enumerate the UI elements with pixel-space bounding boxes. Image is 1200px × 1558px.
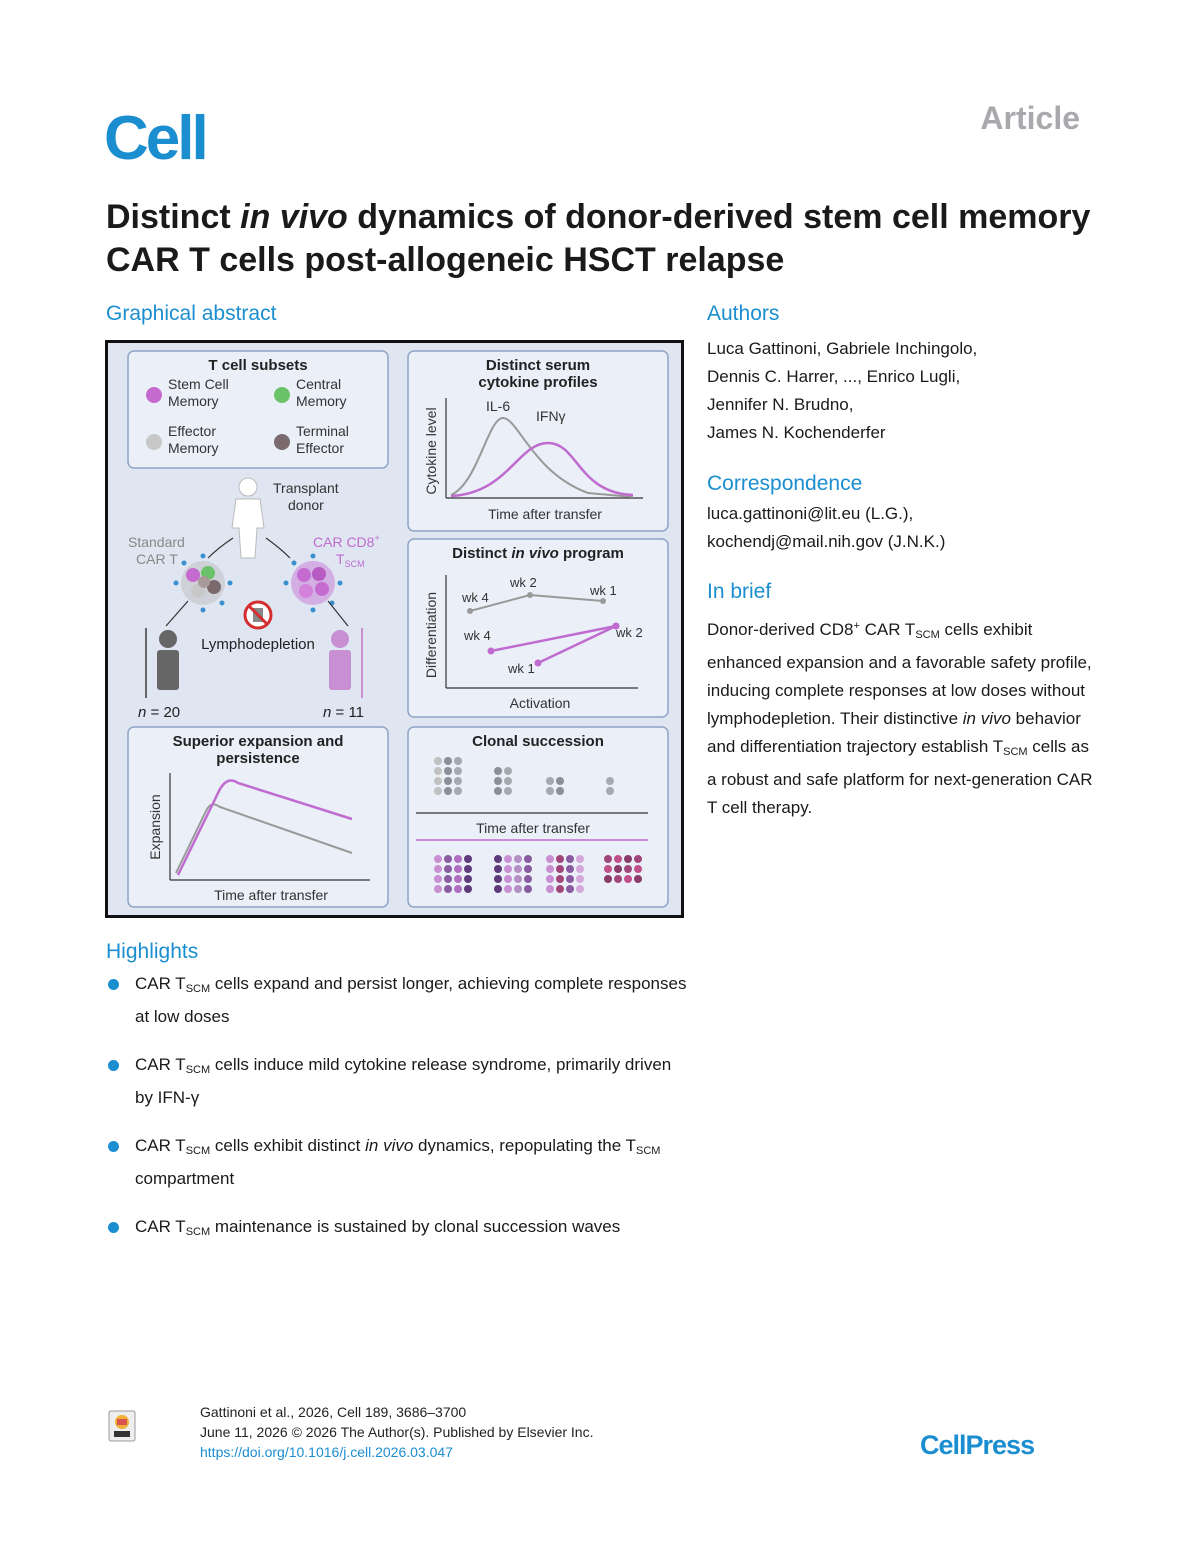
- clone-dot: [454, 865, 462, 873]
- clone-dot: [604, 875, 612, 883]
- panel-title: persistence: [216, 750, 300, 767]
- clone-dot: [454, 777, 462, 785]
- legend-label: Memory: [296, 393, 347, 409]
- trajectory-point: [600, 598, 606, 604]
- clone-dot: [614, 865, 622, 873]
- panel-title: Clonal succession: [472, 733, 604, 750]
- n-tscm-label: n = 11: [323, 704, 365, 721]
- clone-dot: [444, 787, 452, 795]
- clone-dot: [464, 855, 472, 863]
- legend-label: Central: [296, 376, 342, 392]
- car-tscm-cluster: [284, 554, 343, 613]
- legend-label: Stem Cell: [168, 376, 229, 392]
- standard-car-t-label: Standard: [128, 534, 185, 550]
- clone-dot: [576, 875, 584, 883]
- arrow: [266, 538, 290, 558]
- clone-dot: [494, 855, 502, 863]
- clone-dot: [434, 855, 442, 863]
- clone-dot: [434, 777, 442, 785]
- clone-dot: [444, 767, 452, 775]
- week-label: wk 1: [508, 661, 535, 676]
- transplant-donor-illustration: [232, 478, 264, 558]
- n-standard-label: n = 20: [138, 704, 181, 721]
- x-axis-label: Time after transfer: [476, 820, 590, 836]
- clone-dot: [494, 885, 502, 893]
- article-type-label: Article: [980, 100, 1080, 136]
- clone-dot: [464, 875, 472, 883]
- week-label: wk 2: [510, 575, 537, 590]
- clone-dot: [546, 875, 554, 883]
- patient-standard-illustration: [146, 628, 179, 698]
- author-line[interactable]: Jennifer N. Brudno,: [707, 395, 854, 414]
- clone-dot: [444, 875, 452, 883]
- legend-label: Memory: [168, 440, 219, 456]
- clone-dot: [624, 865, 632, 873]
- clone-dot: [606, 787, 614, 795]
- in-brief-text: Donor-derived CD8+ CAR $T_{SCM}$ cells exhibit enhanced expansion and a favorable safety profile, inducing complete responses at low doses without lymphodepletion. Their distinctive in vivo behavior and differentiation trajectory establish $T_{SCM}$ cells as a robust and safe platform for next-generation CAR T cell therapy.: [707, 620, 1093, 817]
- clone-dot: [434, 875, 442, 883]
- clone-dot: [576, 865, 584, 873]
- car-cd8-tscm-label: $T_{SCM}$: [336, 551, 365, 569]
- bullet-icon: [108, 1141, 119, 1152]
- clone-dot: [504, 855, 512, 863]
- bullet-icon: [108, 1222, 119, 1233]
- clone-dot: [556, 865, 564, 873]
- arrow: [166, 601, 188, 626]
- transplant-donor-label: donor: [288, 497, 324, 513]
- journal-logo: Cell: [104, 104, 206, 173]
- legend-label: Effector: [168, 423, 216, 439]
- patient-tscm-illustration: [329, 628, 362, 698]
- clone-dot: [546, 787, 554, 795]
- email-link[interactable]: luca.gattinoni@lit.eu (L.G.),: [707, 504, 914, 523]
- lymphodepletion-label: Lymphodepletion: [201, 636, 315, 653]
- author-line[interactable]: Dennis C. Harrer, ..., Enrico Lugli,: [707, 367, 961, 386]
- no-lymphodepletion-icon: [245, 602, 271, 628]
- clone-dot: [556, 777, 564, 785]
- clone-dot: [576, 855, 584, 863]
- clone-dot: [604, 865, 612, 873]
- clone-dot: [464, 885, 472, 893]
- week-label: wk 2: [616, 625, 643, 640]
- week-label: wk 4: [464, 628, 491, 643]
- in-brief-heading: In brief: [707, 580, 772, 603]
- trajectory-point: [488, 648, 495, 655]
- clone-dot: [614, 875, 622, 883]
- y-axis-label: Differentiation: [423, 591, 439, 679]
- clone-dot: [504, 885, 512, 893]
- highlights-heading: Highlights: [106, 940, 199, 963]
- legend-label: Effector: [296, 440, 344, 456]
- clone-dot: [454, 855, 462, 863]
- legend-label: Memory: [168, 393, 219, 409]
- il6-label: IL-6: [486, 398, 511, 414]
- graphical-abstract-heading: Graphical abstract: [106, 302, 277, 325]
- clone-dot: [494, 787, 502, 795]
- clone-dot: [494, 865, 502, 873]
- clone-dot: [454, 767, 462, 775]
- x-axis-label: Activation: [509, 695, 571, 711]
- clone-dot: [454, 757, 462, 765]
- clone-dot: [504, 865, 512, 873]
- clone-dot: [494, 777, 502, 785]
- trajectory-point: [467, 608, 473, 614]
- clone-dot: [514, 855, 522, 863]
- panel-title: cytokine profiles: [478, 374, 598, 391]
- week-label: wk 1: [590, 583, 617, 598]
- bullet-icon: [108, 1060, 119, 1071]
- standard-car-t-label: CAR T: [136, 551, 178, 567]
- x-axis-label: Time after transfer: [214, 887, 328, 903]
- clone-dot: [556, 787, 564, 795]
- page-title: Distinct in vivo dynamics of donor-derived stem cell memory CAR T cells post-allogeneic HSCT relapse: [106, 198, 1091, 279]
- highlight-item: CAR $T_{SCM}$ cells expand and persist longer, achieving complete responses at low doses: [108, 970, 688, 1031]
- clone-dot: [504, 787, 512, 795]
- publisher-logo: CellPress: [920, 1430, 1035, 1460]
- clone-dot: [606, 777, 614, 785]
- panel-title: Superior expansion and: [172, 733, 344, 750]
- clone-dot: [546, 855, 554, 863]
- clone-dot: [634, 855, 642, 863]
- clone-dot: [634, 865, 642, 873]
- email-link[interactable]: kochendj@mail.nih.gov (J.N.K.): [707, 532, 946, 551]
- correspondence-block: [707, 500, 1087, 556]
- clone-dot: [546, 777, 554, 785]
- clone-dot: [444, 757, 452, 765]
- clone-dot: [514, 865, 522, 873]
- clone-dot: [524, 855, 532, 863]
- clone-dot: [494, 767, 502, 775]
- clone-dot: [576, 885, 584, 893]
- car-cd8-tscm-label: CAR CD8+: [313, 533, 380, 550]
- arrow: [328, 601, 348, 626]
- clone-dot: [546, 865, 554, 873]
- clone-dot: [494, 875, 502, 883]
- clone-dot: [444, 855, 452, 863]
- clone-dot: [556, 885, 564, 893]
- clone-dot: [624, 875, 632, 883]
- clone-dot: [434, 885, 442, 893]
- x-axis-label: Time after transfer: [488, 506, 602, 522]
- doi-link[interactable]: https://doi.org/10.1016/j.cell.2026.03.047: [200, 1444, 453, 1460]
- clone-dot: [566, 865, 574, 873]
- clone-dot: [444, 885, 452, 893]
- authors-heading: Authors: [707, 302, 780, 325]
- clone-dot: [434, 767, 442, 775]
- author-line[interactable]: James N. Kochenderfer: [707, 423, 886, 442]
- clone-dot: [514, 885, 522, 893]
- clone-dot: [454, 885, 462, 893]
- clone-dot: [566, 855, 574, 863]
- clone-dot: [434, 757, 442, 765]
- clone-dot: [634, 875, 642, 883]
- bullet-icon: [108, 979, 119, 990]
- panel-title: T cell subsets: [208, 357, 308, 374]
- clone-dot: [434, 787, 442, 795]
- clone-dot: [566, 885, 574, 893]
- transplant-donor-label: Transplant: [273, 480, 339, 496]
- y-axis-label: Expansion: [147, 794, 163, 860]
- clone-dot: [624, 855, 632, 863]
- clone-dot: [464, 865, 472, 873]
- week-label: wk 4: [462, 590, 489, 605]
- clone-dot: [444, 777, 452, 785]
- author-line[interactable]: Luca Gattinoni, Gabriele Inchingolo,: [707, 339, 978, 358]
- graphical-abstract-svg: [108, 343, 681, 915]
- y-axis-label: Cytokine level: [423, 407, 439, 495]
- citation-text: Gattinoni et al., 2026, Cell 189, 3686–3700: [200, 1404, 467, 1420]
- ifng-label: IFNγ: [536, 408, 566, 424]
- highlight-item: CAR $T_{SCM}$ maintenance is sustained by clonal succession waves: [108, 1213, 688, 1246]
- highlight-item: CAR $T_{SCM}$ cells exhibit distinct in vivo dynamics, repopulating the $T_{SCM}$ compartment: [108, 1132, 688, 1193]
- trajectory-point: [535, 660, 542, 667]
- correspondence-heading: Correspondence: [707, 472, 863, 495]
- clone-dot: [454, 787, 462, 795]
- clone-dot: [434, 865, 442, 873]
- legend-label: Terminal: [296, 423, 349, 439]
- clone-dot: [546, 885, 554, 893]
- graphical-abstract-figure: [105, 340, 684, 918]
- clone-dot: [504, 875, 512, 883]
- clone-dot: [524, 875, 532, 883]
- clone-dot: [504, 767, 512, 775]
- clone-dot: [604, 855, 612, 863]
- clone-dot: [556, 875, 564, 883]
- clone-dot: [514, 875, 522, 883]
- arrow: [208, 538, 233, 558]
- clone-dot: [524, 865, 532, 873]
- stem-cell-memory-icon: [146, 387, 162, 403]
- highlights-list: [108, 970, 688, 1266]
- standard-car-t-cluster: [174, 554, 233, 613]
- clone-dot: [504, 777, 512, 785]
- central-memory-icon: [274, 387, 290, 403]
- trajectory-point: [527, 592, 533, 598]
- effector-memory-icon: [146, 434, 162, 450]
- author-list: [707, 335, 1087, 447]
- clone-dot: [556, 855, 564, 863]
- panel-title: Distinct serum: [485, 357, 591, 374]
- highlight-item: CAR $T_{SCM}$ cells induce mild cytokine release syndrome, primarily driven by IFN-γ: [108, 1051, 688, 1112]
- clone-dot: [524, 885, 532, 893]
- clone-dot: [454, 875, 462, 883]
- clone-dot: [566, 875, 574, 883]
- copyright-text: June 11, 2026 © 2026 The Author(s). Published by Elsevier Inc.: [200, 1424, 594, 1440]
- footer-citation: [200, 1402, 593, 1462]
- clone-dot: [444, 865, 452, 873]
- terminal-effector-icon: [274, 434, 290, 450]
- clone-dot: [614, 855, 622, 863]
- citation-update-icon[interactable]: [108, 1410, 136, 1442]
- panel-title: Distinct in vivo program: [452, 545, 624, 562]
